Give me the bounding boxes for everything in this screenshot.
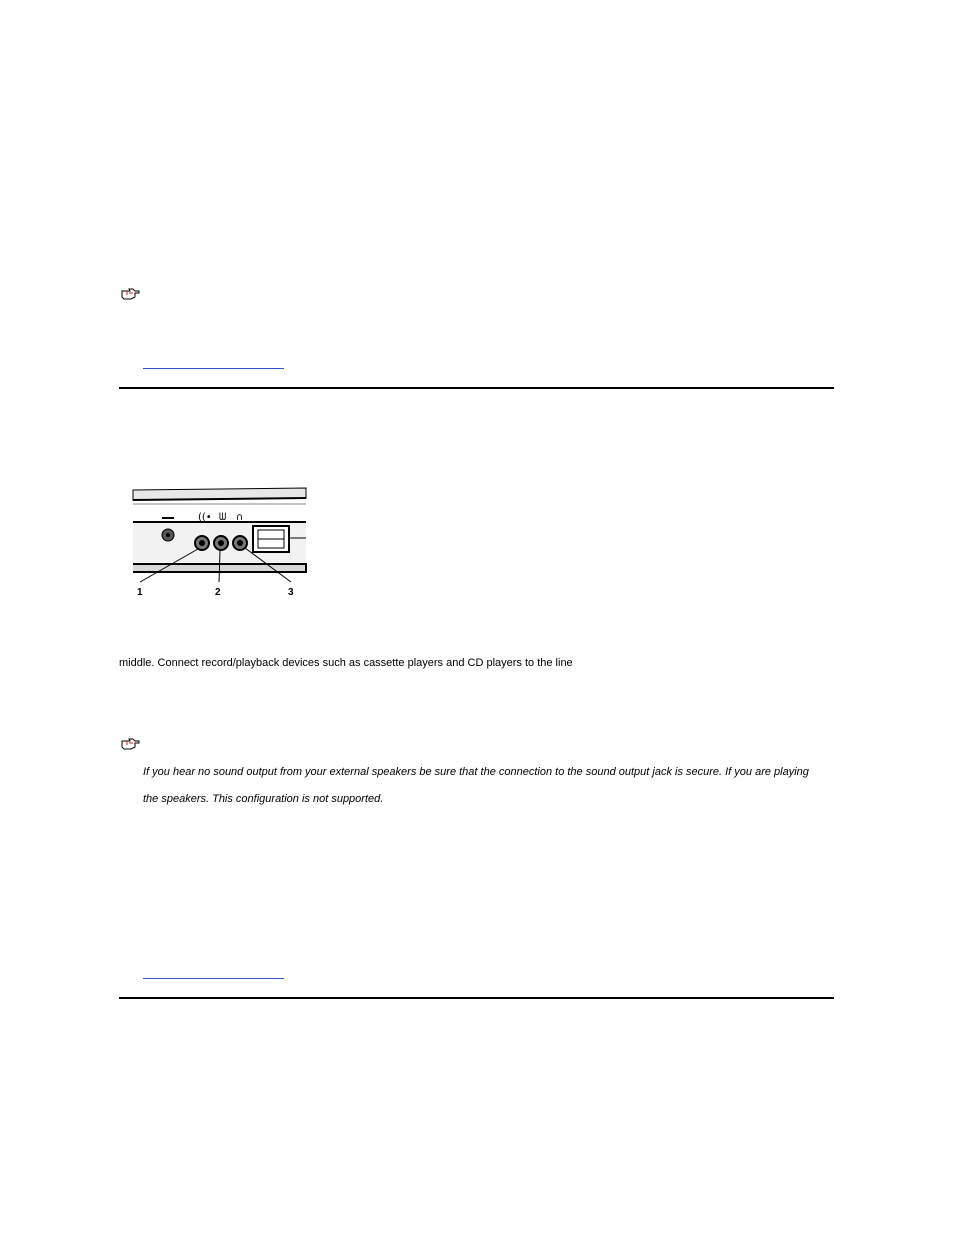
back-to-top-link[interactable] <box>143 368 284 369</box>
section-divider <box>119 997 834 999</box>
pointing-hand-note-icon <box>121 287 141 301</box>
callout-2: 2 <box>215 587 221 598</box>
svg-text:((•: ((• <box>198 512 212 523</box>
note-text-line-2: the speakers. This configuration is not supported. <box>143 793 384 805</box>
callout-1: 1 <box>137 587 143 598</box>
body-paragraph: middle. Connect record/playback devices such as cassette players and CD players to the line <box>119 657 573 669</box>
pointing-hand-note-icon <box>121 737 141 751</box>
back-to-top-link[interactable] <box>143 978 284 979</box>
section-divider <box>119 387 834 389</box>
audio-jacks-figure <box>128 486 310 598</box>
svg-text:∩: ∩ <box>236 512 244 523</box>
note-text-line-1: If you hear no sound output from your external speakers be sure that the connection to the sound output jack is secure. If you are playing <box>143 766 809 778</box>
svg-text:ᗯ: ᗯ <box>219 512 227 523</box>
callout-3: 3 <box>288 587 294 598</box>
